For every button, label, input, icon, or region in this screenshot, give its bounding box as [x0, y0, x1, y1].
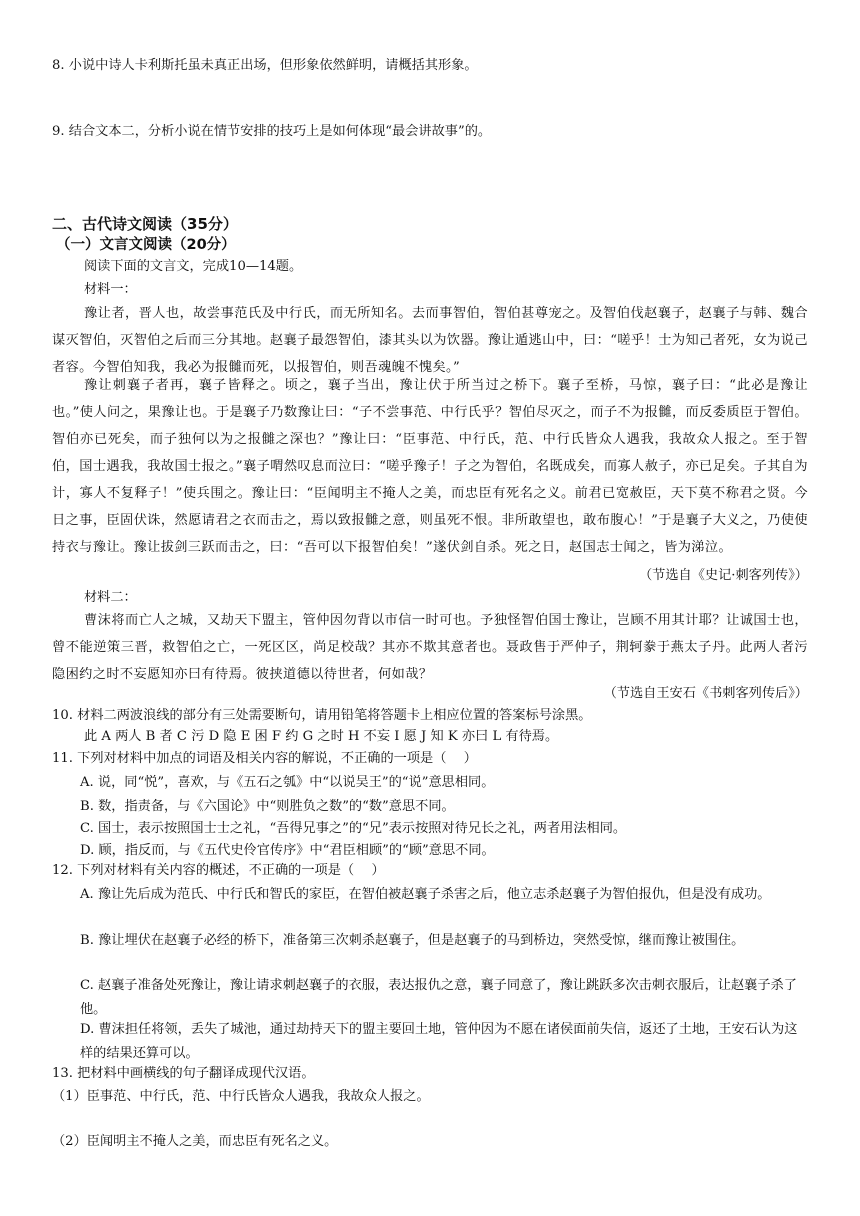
question-13-sentence-2: （2）臣闻明主不掩人之美，而忠臣有死名之义。	[52, 1134, 338, 1149]
material-2-source: （节选自王安石《书刺客列传后》）	[603, 686, 808, 701]
question-13-sentence-1: （1）臣事范、中行氏，范、中行氏皆众人遇我，我故众人报之。	[52, 1089, 430, 1104]
question-9: 9. 结合文本二，分析小说在情节安排的技巧上是如何体现“最会讲故事”的。	[52, 124, 492, 139]
question-12-option-d: D. 曹沫担任将领，丢失了城池，通过劫持天下的盟主要回土地，管仲因为不愿在诸侯面前失信，返还了土地，王安石认为这样的结果还算可以。	[80, 1022, 798, 1061]
question-10: 10. 材料二两波浪线的部分有三处需要断句，请用铅笔将答题卡上相应位置的答案标号涂黑。	[52, 708, 592, 723]
material-2-label: 材料二：	[84, 590, 137, 605]
material-1-label: 材料一：	[84, 282, 137, 297]
question-13: 13. 把材料中画横线的句子翻译成现代汉语。	[52, 1066, 315, 1081]
section-subtitle: （一）文言文阅读（20分）	[56, 237, 236, 253]
question-11: 11. 下列对材料中加点的词语及相关内容的解说，不正确的一项是（ ）	[52, 751, 477, 766]
question-11-option-c: C. 国士，表示按照国士士之礼，“吾得兄事之”的“兄”表示按照对待兄长之礼，两者用法相同。	[80, 821, 627, 836]
question-12-option-b: B. 豫让埋伏在赵襄子必经的桥下，准备第三次刺杀赵襄子，但是赵襄子的马到桥边，突然受惊，继而豫让被围住。	[80, 933, 745, 948]
question-12: 12. 下列对材料有关内容的概述，不正确的一项是（ ）	[52, 863, 385, 878]
question-12-option-c: C. 赵襄子准备处死豫让，豫让请求刺赵襄子的衣服，表达报仇之意，襄子同意了，豫让跳跃多次击刺衣服后，让赵襄子杀了他。	[80, 978, 797, 1017]
material-2-paragraph: 曹沫将而亡人之城，又劫天下盟主，管仲因勿背以市信一时可也。予独怪智伯国士豫让，岂顾不用其计耶？让诚国士也，曾不能逆策三晋，救智伯之亡，一死区区，尚足校哉？其亦不欺其意者也。聂政售于严仲子，荆轲豢于燕太子丹。此两人者污隐困约之时不妄愿知亦曰有待焉。彼挟道德以待世者，何如哉？	[52, 613, 808, 682]
instruction-text: 阅读下面的文言文，完成10—14题。	[84, 259, 303, 274]
question-12-option-a: A. 豫让先后成为范氏、中行氏和智氏的家臣，在智伯被赵襄子杀害之后，他立志杀赵襄子为智伯报仇，但是没有成功。	[80, 887, 771, 902]
question-8: 8. 小说中诗人卡利斯托虽未真正出场，但形象依然鲜明，请概括其形象。	[52, 58, 478, 73]
question-11-option-b: B. 数，指责备，与《六国论》中“则胜负之数”的“数”意思不同。	[80, 799, 455, 814]
question-10-options: 此 A 两人 B 者 C 污 D 隐 E 困 F 约 G 之时 H 不妄 I 愿 J 知 K 亦曰 L 有待焉。	[84, 729, 559, 744]
material-1-paragraph-1: 豫让者，晋人也，故尝事范氏及中行氏，而无所知名。去而事智伯，智伯甚尊宠之。及智伯伐赵襄子，赵襄子与韩、魏合谋灭智伯，灭智伯之后而三分其地。赵襄子最怨智伯，漆其头以为饮器。豫让遁逃山中，曰：“嗟乎！士为知己者死，女为说己者容。今智伯知我，我必为报雠而死，以报智伯，则吾魂魄不愧矣。”	[52, 306, 808, 375]
material-1-source: （节选自《史记·刺客列传》）	[638, 568, 808, 583]
question-11-option-a: A. 说，同“悦”，喜欢，与《五石之瓠》中“以说吴王”的“说”意思相同。	[80, 775, 495, 790]
section-title: 二、古代诗文阅读（35分）	[52, 215, 238, 233]
material-1-paragraph-2: 豫让刺襄子者再，襄子皆释之。顷之，襄子当出，豫让伏于所当过之桥下。襄子至桥，马惊，襄子曰：“此必是豫让也。”使人问之，果豫让也。于是襄子乃数豫让曰：“子不尝事范、中行氏乎？智伯尽灭之，而子不为报雠，而反委质臣于智伯。智伯亦已死矣，而子独何以为之报雠之深也？”豫让曰：“臣事范、中行氏，范、中行氏皆众人遇我，我故众人报之。至于智伯，国士遇我，我故国士报之。”襄子喟然叹息而泣曰：“嗟乎豫子！子之为智伯，名既成矣，而寡人赦子，亦已足矣。子其自为计，寡人不复释子！”使兵围之。豫让曰：“臣闻明主不掩人之美，而忠臣有死名之义。前君已宽赦臣，天下莫不称君之贤。今日之事，臣固伏诛，然愿请君之衣而击之，焉以致报雠之意，则虽死不恨。非所敢望也，敢布腹心！”于是襄子大义之，乃使使持衣与豫让。豫让拔剑三跃而击之，曰：“吾可以下报智伯矣！”遂伏剑自杀。死之日，赵国志士闻之，皆为涕泣。	[52, 378, 808, 555]
question-11-option-d: D. 顾，指反而，与《五代史伶官传序》中“君臣相顾”的“顾”意思不同。	[80, 843, 495, 858]
